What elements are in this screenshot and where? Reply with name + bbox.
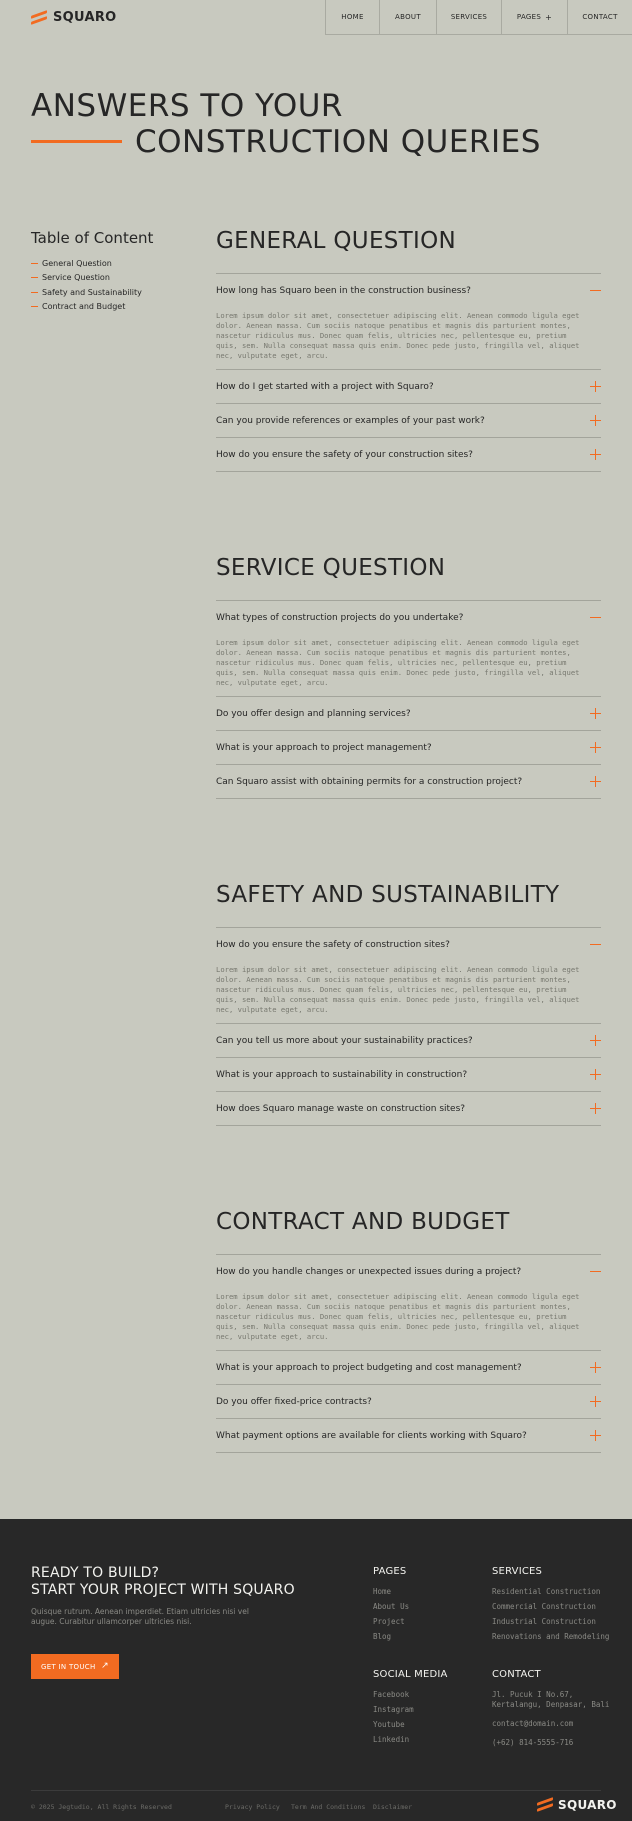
- main-nav: [325, 0, 632, 35]
- faq-question-text: What is your approach to sustainability in construction?: [216, 1069, 468, 1080]
- plus-icon[interactable]: [590, 1430, 601, 1441]
- faq-item: [216, 1254, 601, 1350]
- dash-icon: [31, 292, 38, 293]
- toc-item-label: Service Question: [42, 273, 110, 283]
- minus-icon[interactable]: [590, 939, 601, 950]
- faq-question[interactable]: [216, 731, 601, 764]
- faq-section-service: [216, 555, 601, 799]
- logo[interactable]: [31, 10, 117, 25]
- site-header: [0, 0, 632, 35]
- footer-logo[interactable]: [537, 1798, 617, 1812]
- copyright: © 2025 Jegtudio, All Rights Reserved: [31, 1803, 172, 1811]
- footer-social: [373, 1669, 448, 1750]
- minus-icon[interactable]: [590, 285, 601, 296]
- faq-question[interactable]: [216, 1419, 601, 1452]
- footer-link[interactable]: Commercial Construction: [492, 1602, 596, 1611]
- nav-home-label: HOME: [341, 13, 364, 21]
- faq-answer: Lorem ipsum dolor sit amet, consectetuer adipiscing elit. Aenean commodo ligula eget dolor. Aenean massa. Cum sociis natoque penatibus et magnis dis parturient montes, nascetur ridiculus mus. Donec quam felis, ultricies nec, pellentesque eu, pretium quis, sem. Nulla consequat massa quis enim. Donec pede justo, fringilla vel, aliquet nec, vulputate eget, arcu.: [216, 965, 580, 1014]
- privacy-policy-link[interactable]: Privacy Policy: [225, 1803, 280, 1811]
- faq-question[interactable]: [216, 1092, 601, 1125]
- faq-item: [216, 764, 601, 799]
- faq-section-contract: [216, 1209, 601, 1453]
- faq-item: [216, 696, 601, 730]
- faq-question[interactable]: [216, 697, 601, 730]
- cta-title: [31, 1565, 295, 1599]
- nav-contact-label: CONTACT: [582, 13, 618, 21]
- toc-item[interactable]: [31, 271, 153, 286]
- faq-item: [216, 1057, 601, 1091]
- toc-item-label: General Question: [42, 258, 112, 268]
- faq-question-text: What payment options are available for clients working with Squaro?: [216, 1430, 527, 1441]
- section-title: GENERAL QUESTION: [216, 228, 457, 254]
- cta-description: Quisque rutrum. Aenean imperdiet. Etiam ultricies nisi vel augue. Curabitur ullamcorper ultricies nisi.: [31, 1607, 249, 1626]
- faq-question[interactable]: [216, 370, 601, 403]
- footer-link[interactable]: About Us: [373, 1602, 410, 1611]
- hero-accent-bar: [31, 140, 122, 143]
- cta-title-line1: READY TO BUILD?: [31, 1565, 160, 1581]
- site-footer: [0, 1519, 632, 1821]
- get-in-touch-button[interactable]: [31, 1654, 119, 1679]
- section-title: SERVICE QUESTION: [216, 555, 446, 581]
- dash-icon: [31, 277, 38, 278]
- faq-question[interactable]: [216, 404, 601, 437]
- section-title: CONTRACT AND BUDGET: [216, 1209, 510, 1235]
- footer-link[interactable]: Blog: [373, 1632, 392, 1641]
- plus-icon[interactable]: [590, 381, 601, 392]
- logo-mark-icon: [537, 1798, 553, 1812]
- faq-item: [216, 1350, 601, 1384]
- faq-question-text: What is your approach to project budgeting and cost management?: [216, 1362, 522, 1373]
- arrow-up-right-icon: ↗: [101, 1661, 109, 1671]
- footer-link[interactable]: Industrial Construction: [492, 1617, 596, 1626]
- footer-link[interactable]: Youtube: [373, 1720, 405, 1729]
- plus-icon[interactable]: [590, 1069, 601, 1080]
- toc-item-label: Contract and Budget: [42, 302, 126, 312]
- plus-icon[interactable]: [590, 449, 601, 460]
- faq-item: [216, 369, 601, 403]
- faq-question[interactable]: [216, 1351, 601, 1384]
- plus-icon[interactable]: [590, 776, 601, 787]
- logo-mark-icon: [31, 11, 47, 25]
- faq-question-text: Can you provide references or examples of your past work?: [216, 415, 485, 426]
- plus-icon[interactable]: [590, 742, 601, 753]
- faq-question[interactable]: [216, 1255, 601, 1288]
- faq-item: [216, 1418, 601, 1453]
- plus-icon[interactable]: [590, 708, 601, 719]
- hero-title-line2: CONSTRUCTION QUERIES: [135, 124, 541, 160]
- plus-icon[interactable]: [590, 1396, 601, 1407]
- nav-services-label: SERVICES: [450, 13, 488, 21]
- faq-question[interactable]: [216, 274, 601, 307]
- footer-contact-title: CONTACT: [492, 1669, 541, 1680]
- disclaimer-link[interactable]: Disclaimer: [373, 1803, 413, 1811]
- footer-pages: [373, 1566, 409, 1647]
- faq-question-text: How do you ensure the safety of your construction sites?: [216, 449, 473, 460]
- table-of-content: [31, 229, 153, 314]
- faq-question-text: How do you ensure the safety of construction sites?: [216, 939, 450, 950]
- faq-question-text: What is your approach to project management?: [216, 742, 432, 753]
- footer-divider: [31, 1790, 601, 1791]
- faq-question-text: Do you offer fixed-price contracts?: [216, 1396, 372, 1407]
- footer-link[interactable]: Residential Construction: [492, 1587, 601, 1596]
- footer-link[interactable]: Linkedin: [373, 1735, 410, 1744]
- address-line2: Kertalangu, Denpasar, Bali: [492, 1700, 610, 1709]
- toc-item[interactable]: [31, 256, 153, 271]
- cta-title-line2: START YOUR PROJECT WITH SQUARO: [31, 1582, 295, 1598]
- toc-item-label: Safety and Sustainability: [42, 287, 142, 297]
- footer-contact: [492, 1669, 609, 1748]
- faq-section-general: [216, 228, 601, 472]
- faq-item: [216, 273, 601, 369]
- address-line1: Jl. Pucuk I No.67,: [492, 1690, 574, 1699]
- faq-question[interactable]: [216, 928, 601, 961]
- faq-question-text: How do I get started with a project with Squaro?: [216, 381, 434, 392]
- faq-item: [216, 1091, 601, 1126]
- faq-answer: Lorem ipsum dolor sit amet, consectetuer adipiscing elit. Aenean commodo ligula eget dolor. Aenean massa. Cum sociis natoque penatibus et magnis dis parturient montes, nascetur ridiculus mus. Donec quam felis, ultricies nec, pellentesque eu, pretium quis, sem. Nulla consequat massa quis enim. Donec pede justo, fringilla vel, aliquet nec, vulputate eget, arcu.: [216, 311, 580, 360]
- section-title: SAFETY AND SUSTAINABILITY: [216, 882, 560, 908]
- dash-icon: [31, 306, 38, 307]
- faq-question-text: How does Squaro manage waste on construction sites?: [216, 1103, 466, 1114]
- faq-item: [216, 437, 601, 472]
- faq-question[interactable]: [216, 601, 601, 634]
- phone-link[interactable]: (+62) 814-5555-716: [492, 1738, 574, 1747]
- faq-question-text: Do you offer design and planning services?: [216, 708, 411, 719]
- nav-pages[interactable]: [502, 0, 568, 34]
- terms-link[interactable]: Term And Conditions: [291, 1803, 366, 1811]
- faq-section-safety: [216, 882, 601, 1126]
- plus-icon[interactable]: [590, 1103, 601, 1114]
- minus-icon[interactable]: [590, 612, 601, 623]
- nav-pages-label: PAGES: [516, 13, 542, 21]
- faq-question-text: How long has Squaro been in the construction business?: [216, 285, 471, 296]
- plus-icon[interactable]: [590, 1362, 601, 1373]
- nav-home[interactable]: [326, 0, 380, 34]
- get-in-touch-label: GET IN TOUCH: [41, 1662, 96, 1671]
- footer-link[interactable]: Instagram: [373, 1705, 414, 1714]
- faq-question[interactable]: [216, 1385, 601, 1418]
- hero-title-line1: ANSWERS TO YOUR: [31, 88, 343, 124]
- faq-item: [216, 1384, 601, 1418]
- faq-question[interactable]: [216, 438, 601, 471]
- plus-icon[interactable]: [590, 415, 601, 426]
- footer-link[interactable]: Facebook: [373, 1690, 410, 1699]
- footer-services: [492, 1566, 609, 1647]
- faq-question[interactable]: [216, 1058, 601, 1091]
- logo-text: SQUARO: [53, 10, 117, 25]
- faq-item: [216, 730, 601, 764]
- faq-answer: Lorem ipsum dolor sit amet, consectetuer adipiscing elit. Aenean commodo ligula eget dolor. Aenean massa. Cum sociis natoque penatibus et magnis dis parturient montes, nascetur ridiculus mus. Donec quam felis, ultricies nec, pellentesque eu, pretium quis, sem. Nulla consequat massa quis enim. Donec pede justo, fringilla vel, aliquet nec, vulputate eget, arcu.: [216, 638, 580, 687]
- nav-services[interactable]: [437, 0, 502, 34]
- faq-item: [216, 600, 601, 696]
- faq-item: [216, 403, 601, 437]
- plus-icon: +: [545, 12, 553, 22]
- toc-item[interactable]: [31, 285, 153, 300]
- faq-item: [216, 927, 601, 1023]
- plus-icon[interactable]: [590, 1035, 601, 1046]
- nav-about-label: ABOUT: [395, 13, 421, 21]
- footer-pages-title: PAGES: [373, 1566, 407, 1577]
- faq-answer: Lorem ipsum dolor sit amet, consectetuer adipiscing elit. Aenean commodo ligula eget dolor. Aenean massa. Cum sociis natoque penatibus et magnis dis parturient montes, nascetur ridiculus mus. Donec quam felis, ultricies nec, pellentesque eu, pretium quis, sem. Nulla consequat massa quis enim. Donec pede justo, fringilla vel, aliquet nec, vulputate eget, arcu.: [216, 1292, 580, 1341]
- nav-contact[interactable]: [568, 0, 632, 34]
- footer-services-title: SERVICES: [492, 1566, 543, 1577]
- faq-question[interactable]: [216, 765, 601, 798]
- faq-item: [216, 1023, 601, 1057]
- faq-question-text: What types of construction projects do you undertake?: [216, 612, 464, 623]
- minus-icon[interactable]: [590, 1266, 601, 1277]
- faq-question-text: How do you handle changes or unexpected issues during a project?: [216, 1266, 522, 1277]
- email-link[interactable]: contact@domain.com: [492, 1719, 574, 1728]
- footer-link[interactable]: Renovations and Remodeling: [492, 1632, 610, 1641]
- nav-about[interactable]: [380, 0, 437, 34]
- toc-item[interactable]: [31, 300, 153, 315]
- faq-question-text: Can you tell us more about your sustainability practices?: [216, 1035, 473, 1046]
- dash-icon: [31, 263, 38, 264]
- toc-title: Table of Content: [31, 229, 154, 247]
- faq-question[interactable]: [216, 1024, 601, 1057]
- footer-logo-text: SQUARO: [558, 1798, 617, 1812]
- footer-link[interactable]: Project: [373, 1617, 405, 1626]
- footer-link[interactable]: Home: [373, 1587, 392, 1596]
- faq-question-text: Can Squaro assist with obtaining permits for a construction project?: [216, 776, 523, 787]
- footer-social-title: SOCIAL MEDIA: [373, 1669, 448, 1680]
